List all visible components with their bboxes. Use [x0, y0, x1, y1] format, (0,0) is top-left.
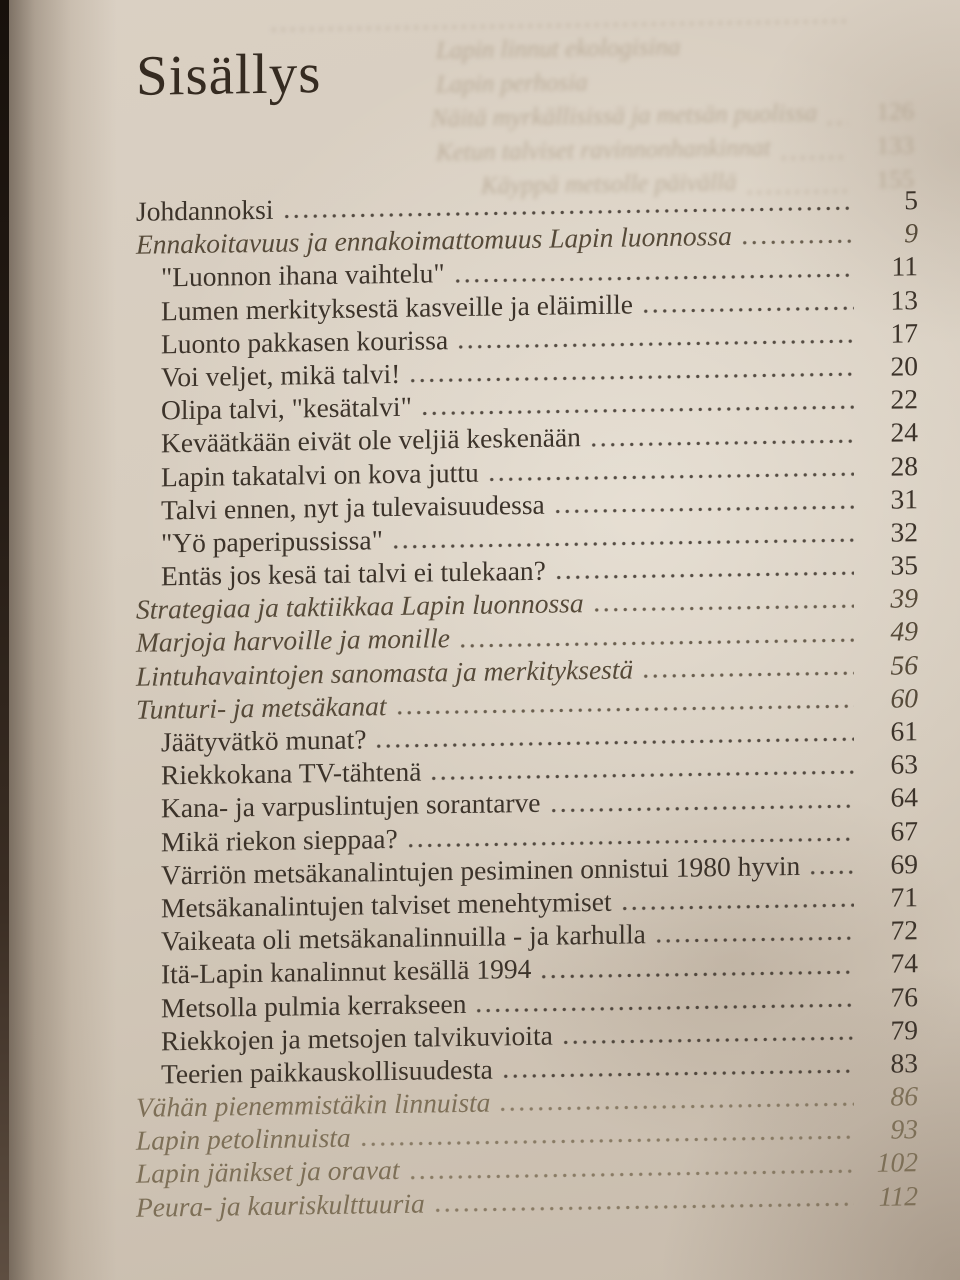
page-content [136, 0, 918, 1280]
toc-entry-page: 22 [890, 383, 918, 415]
toc-entry-page: 28 [890, 449, 918, 482]
toc-entry-page: 79 [890, 1013, 918, 1046]
toc-entry-page: 9 [904, 217, 918, 249]
toc-entry-page: 13 [890, 283, 918, 316]
dot-leader [740, 239, 854, 247]
toc-entry-label: Mikä riekon sieppaa? [161, 822, 398, 857]
toc-entry-label: Lintuhavaintojen sanomasta ja merkityksestä [136, 653, 634, 692]
showthrough-page: 126 [876, 98, 914, 126]
dot-leader [391, 537, 854, 550]
dot-leader [561, 1035, 854, 1045]
toc-entry-label: Voi veljet, mikä talvi! [161, 357, 401, 393]
toc-entry-label: Riekkojen ja metsojen talvikuvioita [161, 1019, 553, 1057]
toc-list [136, 184, 918, 1224]
dot-leader [688, 52, 848, 60]
toc-entry-label: Riekkokana TV-tähtenä [161, 755, 422, 791]
dot-leader [554, 570, 854, 580]
dot-leader [374, 736, 854, 749]
dot-leader [487, 471, 854, 482]
dot-leader [456, 338, 854, 350]
toc-entry-page: 71 [890, 881, 918, 913]
toc-entry-page: 31 [890, 482, 918, 515]
dot-leader [433, 1201, 854, 1213]
toc-entry-page: 11 [891, 250, 918, 282]
dot-leader [779, 154, 848, 161]
toc-entry-page: 60 [890, 682, 918, 714]
showthrough-label: Ketun talviset ravinnonhankinnat [436, 134, 771, 167]
dot-leader [641, 305, 854, 314]
toc-entry-page: 35 [890, 549, 918, 581]
showthrough-label: Käyppä metsolle päivällä [481, 168, 737, 200]
dot-leader [474, 1002, 854, 1014]
toc-entry-page: 72 [890, 914, 918, 946]
toc-entry-label: Strategiaa ja taktiikkaa Lapin luonnossa [136, 587, 584, 626]
toc-entry-page: 5 [904, 184, 918, 216]
toc-entry-label: Lapin petolinnuista [136, 1121, 351, 1157]
toc-entry-page: 20 [890, 350, 918, 382]
dot-leader [406, 836, 854, 849]
dot-leader [458, 637, 854, 649]
toc-entry-page: 39 [890, 582, 918, 614]
toc-entry-label: Vaikeata oli metsäkanalinnuilla - ja karhulla [161, 918, 646, 957]
toc-entry-page: 112 [878, 1179, 918, 1212]
dot-leader [395, 703, 854, 716]
toc-entry-page: 56 [890, 648, 918, 681]
toc-entry-page: 69 [890, 847, 918, 880]
toc-entry-page: 49 [890, 615, 918, 648]
toc-entry-label: Peura- ja kauriskulttuuria [136, 1187, 425, 1223]
toc-entry-label: Jäätyvätkö munat? [161, 723, 367, 758]
page-title: Sisällys [136, 42, 322, 108]
dot-leader [269, 18, 848, 33]
dot-leader [553, 504, 854, 514]
toc-entry-page: 64 [890, 781, 918, 813]
toc-entry-page: 102 [876, 1146, 918, 1179]
showthrough-page: 155 [876, 166, 914, 194]
dot-leader [592, 604, 854, 614]
toc-entry-page: 61 [890, 715, 918, 747]
toc-entry-label: "Luonnon ihana vaihtelu" [161, 257, 445, 293]
toc-entry-label: Metsolla pulmia kerrakseen [161, 987, 467, 1023]
dot-leader [589, 438, 854, 448]
dot-leader [808, 869, 854, 876]
dot-leader [420, 404, 854, 416]
showthrough-label: Lapin linnut ekologisina [436, 33, 681, 65]
toc-entry-page: 63 [890, 748, 918, 780]
toc-entry-label: "Yö paperipussissa" [161, 524, 383, 559]
toc-entry-label: Vähän pienemmistäkin linnuista [136, 1086, 491, 1123]
dot-leader [549, 803, 854, 814]
toc-entry-label: Keväätkään eivät ole veljiä keskenään [161, 421, 581, 459]
dot-leader [539, 969, 854, 980]
dot-leader [359, 1135, 854, 1148]
showthrough-page [858, 85, 914, 86]
dot-leader [641, 670, 854, 679]
toc-entry-label: Luonto pakkasen kourissa [161, 323, 449, 360]
toc-entry-label: Värriön metsäkanalintujen pesiminen onnistui 1980 hyvin [161, 849, 801, 891]
toc-entry-label: Metsäkanalintujen talviset menehtymiset [161, 885, 612, 924]
toc-entry-label: Lumen merkityksestä kasveille ja eläimille [161, 287, 633, 326]
toc-entry-page: 74 [890, 947, 918, 979]
dot-leader [429, 770, 854, 782]
showthrough-label: Lapin perhosia [436, 69, 588, 99]
toc-entry-label: Johdannoksi [136, 193, 274, 227]
toc-entry-page: 76 [890, 980, 918, 1013]
toc-entry-page: 93 [890, 1113, 918, 1145]
showthrough-label: Näitä myrkällisissä ja metsän puolissa [431, 99, 818, 133]
toc-entry-label: Entäs jos kesä tai talvi ei tulekaan? [161, 554, 546, 592]
dot-leader [498, 1101, 854, 1112]
dot-leader [408, 1168, 854, 1181]
toc-entry-label: Lapin takatalvi on kova juttu [161, 456, 479, 492]
showthrough-page: 133 [876, 132, 914, 160]
dot-leader [825, 120, 848, 126]
toc-entry-label: Olipa talvi, "kesätalvi" [161, 390, 412, 426]
dot-leader [408, 371, 854, 384]
dot-leader [654, 935, 854, 944]
dot-leader [620, 902, 854, 911]
toc-entry-label: Ennakoitavuus ja ennakoimattomuus Lapin luonnossa [136, 220, 732, 260]
toc-entry-page: 86 [890, 1080, 918, 1112]
toc-entry-page: 17 [890, 316, 918, 349]
toc-entry-page: 32 [890, 516, 918, 548]
toc-entry-page: 83 [890, 1047, 918, 1079]
showthrough-text [136, 0, 914, 212]
toc-entry-label: Kana- ja varpuslintujen sorantarve [161, 787, 541, 824]
showthrough-page [858, 51, 914, 52]
toc-entry-label: Marjoja harvoille ja monille [136, 622, 450, 659]
dot-leader [453, 272, 854, 284]
toc-entry-label: Tunturi- ja metsäkanat [136, 689, 387, 725]
toc-entry-label: Talvi ennen, nyt ja tulevaisuudessa [161, 488, 545, 526]
book-page [9, 0, 960, 1280]
dot-leader [501, 1068, 854, 1079]
toc-entry-label: Teerien paikkauskollisuudesta [161, 1053, 493, 1090]
toc-entry-label: Itä-Lapin kanalinnut kesällä 1994 [161, 953, 532, 990]
toc-entry-label: Lapin jänikset ja oravat [136, 1154, 400, 1190]
toc-entry-page: 24 [890, 416, 918, 448]
toc-entry-page: 67 [890, 814, 918, 847]
dot-leader [596, 86, 848, 96]
dot-leader [745, 188, 848, 196]
